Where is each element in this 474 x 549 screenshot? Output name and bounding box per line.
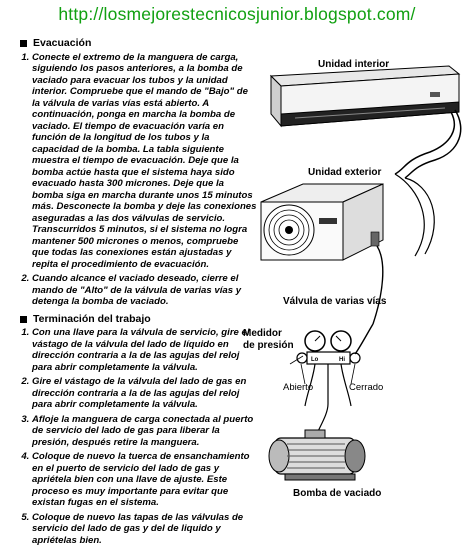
blog-url[interactable]: http://losmejorestecnicosjunior.blogspot.com/ — [58, 4, 416, 24]
bullet-square-icon — [20, 316, 27, 323]
installation-diagram — [243, 34, 474, 522]
closed-label: Cerrado — [349, 382, 384, 393]
bullet-square-icon — [20, 40, 27, 47]
section-title-text: Evacuación — [33, 37, 92, 49]
instructions-column — [20, 38, 258, 549]
list-item: 1. Conecte el extremo de la manguera de carga, siguiendo los pasos anteriores, a la bomba de vaciado para evacuar los tubos y la unidad interior. Compruebe que el mando de "Bajo" de la válvula de varias vías está abierto. A continuación, ponga en marcha la bomba de vaciado. El tiempo de evacuación varía en función de la longitud de los tubos y la capacidad de la bomba. La tabla siguiente muestra el tiempo de evacuación. Deje que la bomba actúe hasta que el sistema haya sido evacuado hasta 300 micrones. Deje que la bomba siga en marcha durante unos 15 minutos más. Desconecte la bomba y deje las conexiones aseguradas a las dos válvulas de servicio. Transcurridos 5 minutos, si el sistema no logra mantener 500 micrones o menos, compruebe que todas las conexiones están ajustadas y repita el procedimiento de evacuación. — [32, 52, 258, 271]
list-item: 2. Cuando alcance el vaciado deseado, cierre el mando de "Alto" de la válvula de varias vías y detenga la bomba de vaciado. — [32, 273, 258, 308]
list-item: 4. Coloque de nuevo la tuerca de ensanchamiento en el puerto de servicio del lado de gas y apriétela bien con una llave de ajuste. Este proceso es muy importante para evitar que existan fugas en el sistema. — [32, 451, 258, 509]
list-item: 3. Afloje la manguera de carga conectada al puerto de servicio del lado de gas para liberar la presión, después retire la manguera. — [32, 414, 258, 449]
completion-steps — [20, 327, 258, 546]
section-title-text: Terminación del trabajo — [33, 312, 151, 325]
list-item: 1. Con una llave para la válvula de servicio, gire el vástago de la válvula del lado de líquido en dirección contraria a la de las agujas del reloj para abrir completamente la válvula. — [32, 327, 258, 373]
diagram-drawing — [255, 34, 474, 522]
list-item: 2. Gire el vástago de la válvula del lado de gas en dirección contraria a la de las agujas del reloj para abrir completamente la válvula. — [32, 376, 258, 411]
manifold-label: Válvula de varias vías — [283, 296, 387, 307]
gauge-hi-label: Hi — [339, 357, 345, 363]
outdoor-unit-icon — [261, 184, 383, 260]
indoor-unit-label: Unidad interior — [318, 59, 390, 70]
list-item: 5. Coloque de nuevo las tapas de las válvulas de servicio del lado de gas y del de liquido y apriételas bien. — [32, 512, 258, 547]
open-label: Abierto — [283, 382, 314, 393]
gauge-lo-label: Lo — [311, 357, 319, 363]
vacuum-pump-label: Bomba de vaciado — [293, 488, 382, 499]
outdoor-unit-label: Unidad exterior — [308, 167, 382, 178]
indoor-unit-icon — [271, 66, 459, 126]
vacuum-pump-icon — [269, 430, 365, 480]
pressure-gauge-label-2: de presión — [243, 340, 294, 351]
manifold-gauge-icon — [297, 331, 360, 364]
section-completion-title — [20, 314, 258, 326]
section-evacuation-title — [20, 38, 258, 50]
evacuation-steps — [20, 52, 258, 308]
pressure-gauge-label-1: Medidor — [243, 328, 282, 339]
